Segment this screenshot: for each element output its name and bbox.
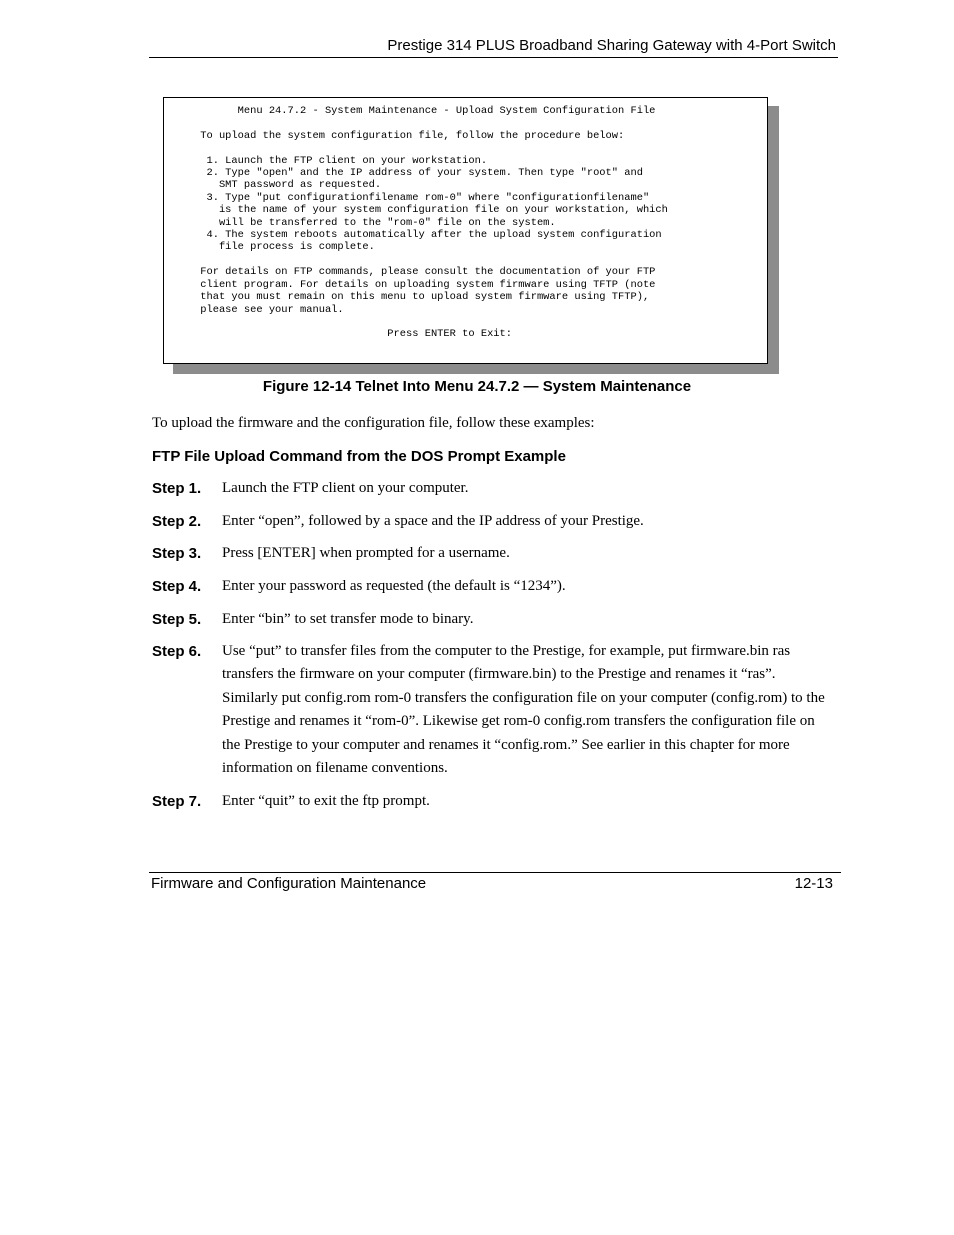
step-text: Launch the FTP client on your computer. <box>222 480 469 496</box>
footer-chapter-title: Firmware and Configuration Maintenance <box>151 875 427 892</box>
step-text: Press [ENTER] when prompted for a username. <box>222 545 510 561</box>
figure-caption: Figure 12-14 Telnet Into Menu 24.7.2 — System Maintenance <box>262 378 692 395</box>
step-text: Use “put” to transfer files from the computer to the Prestige, for example, put firmware.bin ras transfers the firmware on your computer (firmware.bin) to the Prestige and renames it “ras”. Similarly put config.rom rom-0 transfers the configuration file on your computer (config.rom) to the Prestige and renames it “rom-0”. Likewise get rom-0 config.rom transfers the configuration file on the Prestige to your computer and renames it “config.rom.” See earlier in this chapter for more information on filename conventions. <box>222 643 825 777</box>
step-text: Enter “bin” to set transfer mode to binary. <box>222 611 474 627</box>
page-header-title: Prestige 314 PLUS Broadband Sharing Gateway with 4-Port Switch <box>387 37 836 54</box>
section-heading: FTP File Upload Command from the DOS Prompt Example <box>152 448 566 465</box>
step-text: Enter “open”, followed by a space and the IP address of your Prestige. <box>222 513 644 529</box>
step-label: Step 6. <box>152 643 202 660</box>
header-rule <box>149 57 838 58</box>
step-label: Step 7. <box>152 793 202 810</box>
telnet-screen <box>163 97 768 364</box>
step-label: Step 4. <box>152 578 202 595</box>
step-label: Step 1. <box>152 480 202 497</box>
step-label: Step 5. <box>152 611 202 628</box>
step-label: Step 2. <box>152 513 202 530</box>
footer-page-number: 12-13 <box>794 875 833 892</box>
footer-rule <box>149 872 841 873</box>
telnet-screen-text: Menu 24.7.2 - System Maintenance - Upload System Configuration File To upload the system configuration file, follow the procedure below: 1. Launch the FTP client on your workstation. 2. Type "open" and the IP address of your system. Then type "root" and SMT password as requested. 3. Type "put configurationfilename rom-0" where "configurationfilename" is the name of your system configuration file on your workstation, which will be transferred to the "rom-0" file on the system. 4. The system reboots automatically after the upload system configuration file process is complete. For details on FTP commands, please consult the documentation of your FTP client program. For details on uploading system firmware using TFTP (note that you must remain on this menu to upload system firmware using TFTP), please see your manual. Press ENTER to Exit: <box>200 105 668 341</box>
step-label: Step 3. <box>152 545 202 562</box>
step-text: Enter your password as requested (the default is “1234”). <box>222 578 566 594</box>
step-text: Enter “quit” to exit the ftp prompt. <box>222 793 430 809</box>
intro-paragraph: To upload the firmware and the configuration file, follow these examples: <box>152 415 595 431</box>
